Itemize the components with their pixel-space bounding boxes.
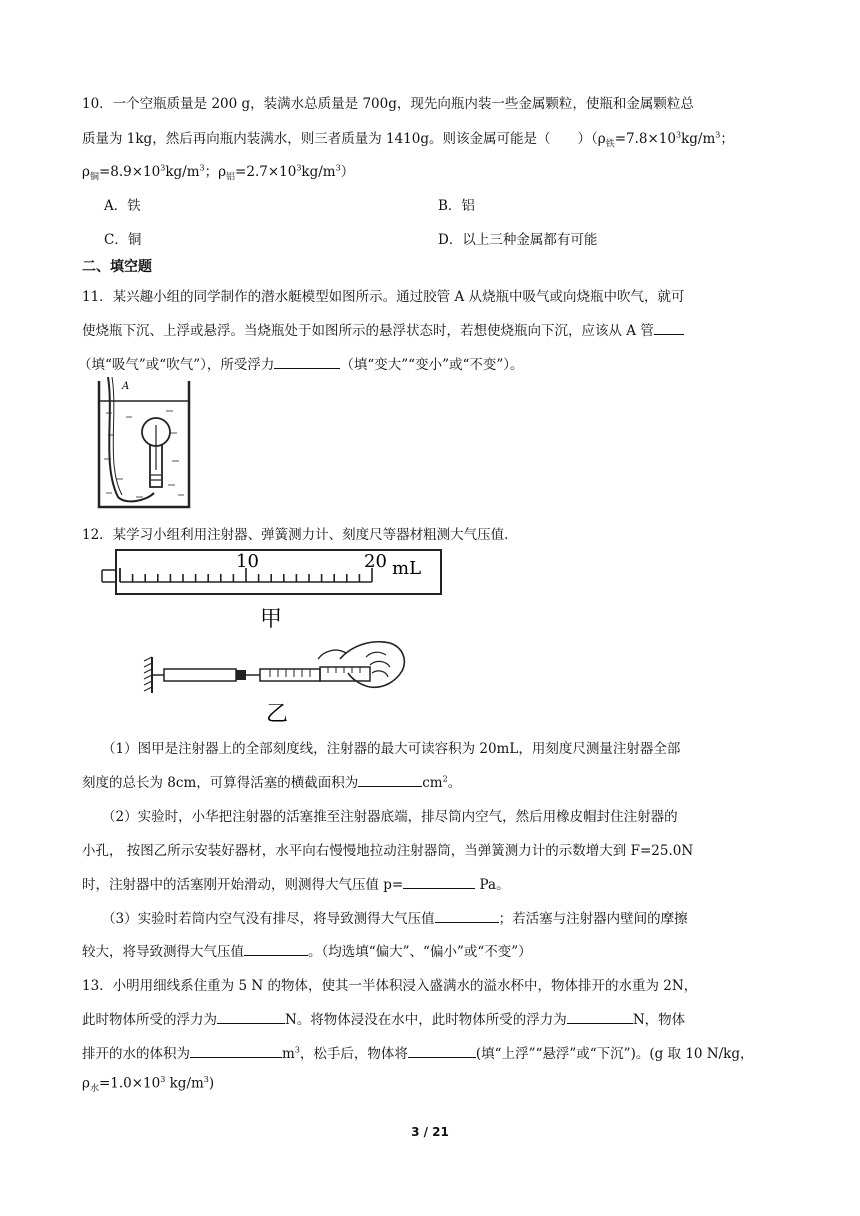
q10-option-b: B．铝 [438,198,475,214]
scale-label-10: 10 [236,551,259,572]
q13-blank-3 [190,1045,282,1058]
submarine-model-figure [96,375,192,511]
q12-blank-area [358,774,422,787]
q10-option-a: A．铁 [104,198,141,214]
q11-line-2: 使烧瓶下沉、上浮或悬浮。当烧瓶处于如图所示的悬浮状态时，若想使烧瓶向下沉，应该从 A 管 [82,319,684,339]
q12-blank-pressure [403,876,475,889]
q12-p2-line-2: 小孔， 按图乙所示安装好器材，水平向右慢慢地拉动注射器筒，当弹簧测力计的示数增大到 F=25.0N [82,843,694,859]
q11-blank-1 [654,322,684,335]
q11-line-3: （填“吸气”或“吹气”），所受浮力 （填“变大”“变小”或“不变”）。 [78,357,524,373]
q10-option-d: D．以上三种金属都有可能 [438,232,598,248]
q10-line-2: 质量为 1kg，然后再向瓶内装满水，则三者质量为 1410g。则该金属可能是（ ）（$\rho_铁=7.8\times 10^3kg/m^3$； [82,130,734,150]
section-heading: 二、填空题 [82,259,152,275]
q12-p2-line-1: （2）实验时，小华把注射器的活塞推至注射器底端，排尽筒内空气，然后用橡皮帽封住注射器的 [102,809,678,825]
scale-unit: mL [392,558,422,579]
q12-p3-line-1: （3）实验时若筒内空气没有排尽，将导致测得大气压值 ；若活塞与注射器内壁间的摩擦 [102,911,688,927]
q12-blank-friction [244,943,308,956]
figure-label-yi: 乙 [266,702,289,727]
q10-option-c: C．铜 [104,232,142,248]
q12-line-1: 12．某学习小组利用注射器、弹簧测力计、刻度尺等器材粗测大气压值． [82,527,518,543]
q12-p2-line-3: 时，注射器中的活塞刚开始滑动，则测得大气压值 p= Pa。 [82,877,510,893]
q12-blank-air [435,910,499,923]
q12-p3-line-2: 较大，将导致测得大气压值 。（均选填“偏大”、“偏小”或“不变”） [82,944,532,960]
q10-line-3: $\rho_铜=8.9\times 10^3kg/m^3$；$\rho_铝=2.7\times 10^3kg/m^3$） [82,163,355,183]
q12-p1-line-2: 刻度的总长为 8cm，可算得活塞的横截面积为 $cm^2$。 [82,774,462,791]
q13-blank-2 [567,1011,633,1024]
syringe-scale-figure [100,548,445,630]
q13-line-1: 13．小明用细线系住重为 5 N 的物体，使其一半体积浸入盛满水的溢水杯中，物体排开的水重为 2N， [82,978,698,994]
q13-line-2: 此时物体所受的浮力为 N。将物体浸没在水中，此时物体所受的浮力为 N，物体 [82,1012,686,1028]
q12-p1-line-1: （1）图甲是注射器上的全部刻度线，注射器的最大可读容积为 20mL，用刻度尺测量注射器全部 [102,741,681,757]
q13-blank-4 [408,1045,476,1058]
q13-line-4: $\rho_水=1.0\times 10^3$ $kg/m^3$) [82,1075,215,1095]
apparatus-figure [140,637,410,727]
q10-line-1: 10．一个空瓶质量是 200 g，装满水总质量是 700g，现先向瓶内装一些金属颗粒，使瓶和金属颗粒总 [82,96,694,112]
q11-line-1: 11．某兴趣小组的同学制作的潜水艇模型如图所示。通过胶管 A 从烧瓶中吸气或向烧瓶中吹气，就可 [82,289,685,305]
tube-a-label: A [122,381,130,392]
q11-blank-2 [274,356,340,369]
q13-blank-1 [217,1011,285,1024]
figure-label-jia: 甲 [260,607,283,630]
q13-line-3: 排开的水的体积为 $m^3$，松手后，物体将 (填“上浮”“悬浮”或“下沉”)。(g 取 10 N/kg， [82,1045,754,1062]
scale-label-20: 20 [364,551,387,572]
page-number: 3 / 21 [411,1125,449,1139]
